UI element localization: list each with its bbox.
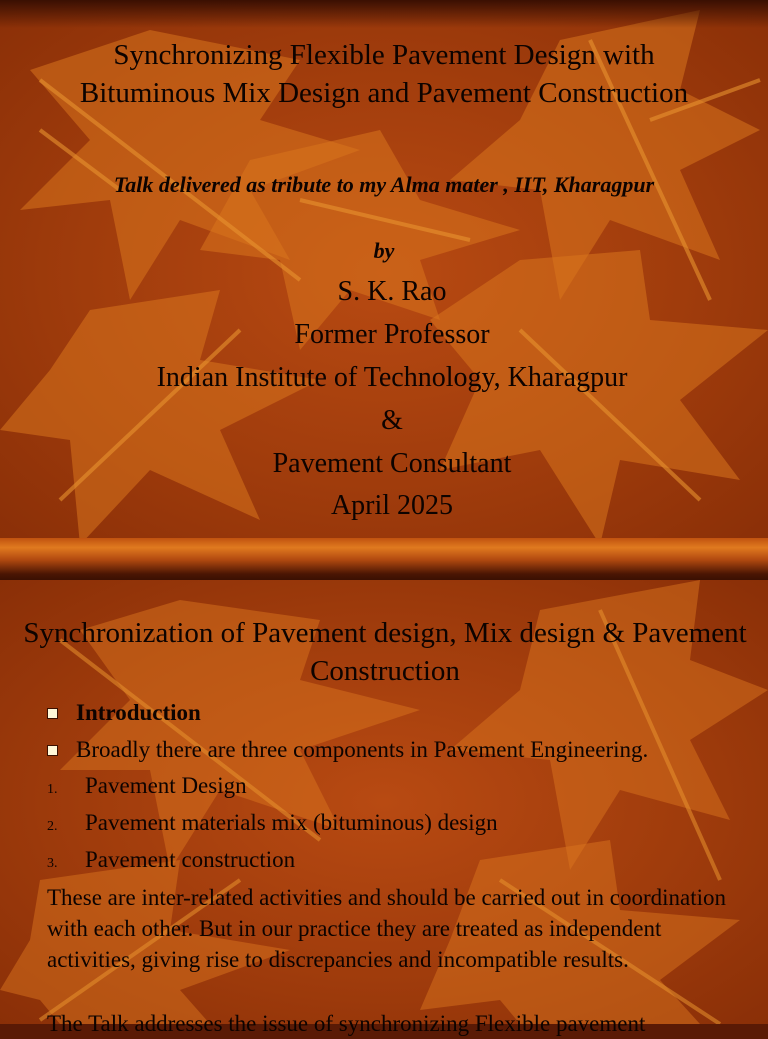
numbered-item <box>47 773 247 799</box>
item-number: 1. <box>47 782 58 797</box>
slide-title: Synchronizing Flexible Pavement Design with Bituminous Mix Design and Pavement Construction <box>79 39 689 109</box>
slide-subtitle: Talk delivered as tribute to my Alma mater , IIT, Kharagpur <box>113 172 655 197</box>
item-number: 3. <box>47 856 58 871</box>
bullet-text: Introduction <box>76 700 201 725</box>
bullet-square-icon <box>47 745 58 756</box>
bullet-item <box>47 700 201 726</box>
top-shade <box>0 0 768 28</box>
slide-title-2: Synchronization of Pavement design, Mix design & Pavement Construction <box>23 617 747 687</box>
body-paragraph: These are inter-related activities and should be carried out in coordination with each other. But in our practice they are treated as independent activities, giving rise to discrepancies and incompatible results. <box>47 885 727 972</box>
numbered-item <box>47 810 498 836</box>
item-text: Pavement materials mix (bituminous) design <box>85 810 498 835</box>
item-text: Pavement construction <box>85 847 296 872</box>
body-paragraph-2: The Talk addresses the issue of synchronizing Flexible pavement <box>47 1011 646 1036</box>
item-number: 2. <box>47 819 58 834</box>
bullet-square-icon <box>47 708 58 719</box>
talk-date: April 2025 <box>330 490 454 521</box>
by-label: by <box>373 238 395 263</box>
bullet-item <box>47 737 648 763</box>
numbered-item <box>47 847 295 873</box>
ampersand: & <box>381 405 403 436</box>
slide-divider <box>0 538 768 586</box>
author-institute: Indian Institute of Technology, Kharagpur <box>156 362 628 393</box>
author-name: S. K. Rao <box>337 276 447 307</box>
author-role-2: Pavement Consultant <box>272 448 512 479</box>
item-text: Pavement Design <box>85 773 247 798</box>
bullet-text: Broadly there are three components in Pavement Engineering. <box>76 737 649 762</box>
author-role-1: Former Professor <box>294 319 490 350</box>
